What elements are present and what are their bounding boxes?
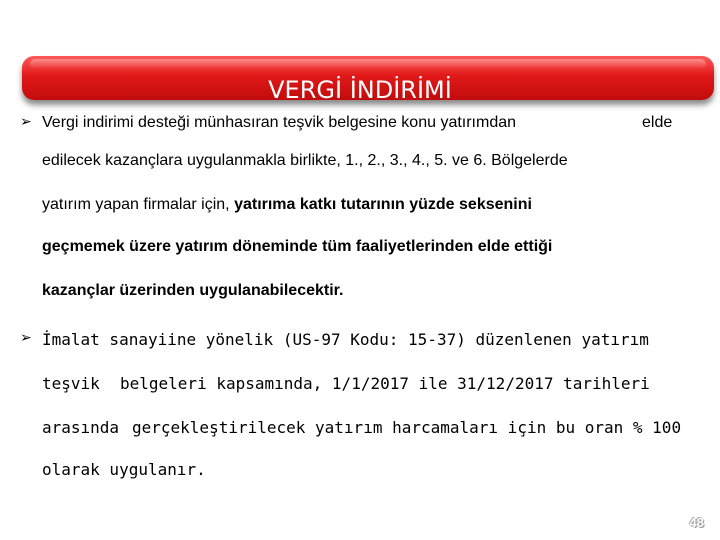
paragraph2-line3 [42,418,119,437]
paragraph1-line1-text: Vergi indirimi desteği münhasıran teşvik belgesine konu yatırımdan [42,114,517,131]
paragraph1-line3-regular: yatırım yapan firmalar için, [42,196,230,213]
arrow-bullet-icon: ➢ [20,330,32,346]
paragraph2-line3-start: arasında [42,418,120,437]
paragraph1-line1-end-text: elde [642,114,673,131]
paragraph1-line2: edilecek kazançlara uygulanmakla birlikte, 1., 2., 3., 4., 5. ve 6. Bölgelerde [42,152,568,169]
title-banner-shine [30,59,706,69]
page-number: 48 [689,515,704,530]
paragraph1-line3-bold: yatırıma katkı tutarının yüzde seksenini [234,196,532,213]
paragraph2-line1: İmalat sanayiine yönelik (US-97 Kodu: 15-37) düzenlenen yatırım [42,330,649,349]
arrow-bullet-icon: ➢ [20,114,32,130]
paragraph2-line2 [42,374,100,393]
paragraph2-line2-start: teşvik [42,374,100,393]
paragraph2-line3-rest: gerçekleştirilecek yatırım harcamaları için bu oran % 100 [132,418,682,437]
paragraph2-line2-rest: belgeleri kapsamında, 1/1/2017 ile 31/12/2017 tarihleri [120,374,650,393]
paragraph1-line1-end [642,114,672,132]
paragraph2-line4: olarak uygulanır. [42,460,206,479]
paragraph1-line4: geçmemek üzere yatırım döneminde tüm faaliyetlerinden elde ettiği [42,238,553,255]
paragraph1-line1 [42,114,516,132]
paragraph1-line5: kazançlar üzerinden uygulanabilecektir. [42,282,344,299]
slide-title: VERGİ İNDİRİMİ [268,76,452,104]
paragraph1-line3 [42,196,532,214]
